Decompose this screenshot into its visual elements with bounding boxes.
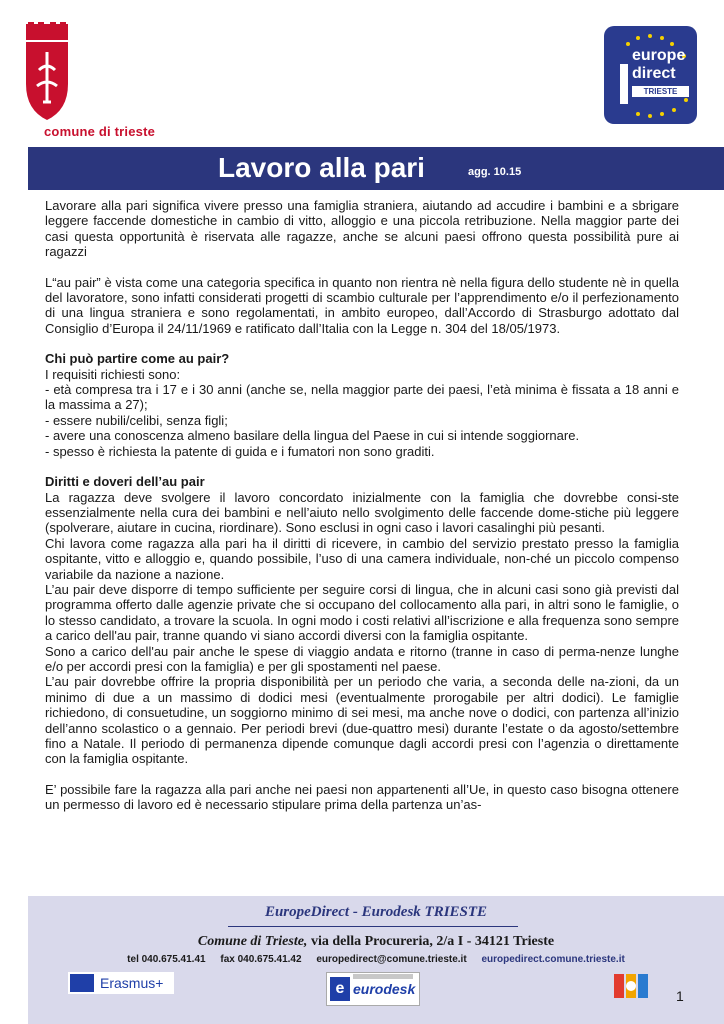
erasmus-plus-logo: [68, 972, 174, 994]
footer-fax: fax 040.675.41.42: [220, 954, 302, 965]
section-heading-rights-duties: Diritti e doveri dell’au pair: [45, 474, 205, 490]
eurodesk-e-icon: e: [330, 977, 350, 1001]
footer-website-link[interactable]: europedirect.comune.trieste.it: [481, 954, 625, 965]
footer-email-link[interactable]: europedirect@comune.trieste.it: [316, 954, 467, 965]
intro-paragraph-1: Lavorare alla pari significa vivere presso una famiglia straniera, aiutando ad accudire i bambini e a sbrigare leggere faccende domestiche in cambio di vitto, alloggio e una piccola retribuzione. Nella maggior parte dei casi questa opportunità è riservata alle ragazze, anche se alcuni paesi offrono questa possibilità pure ai ragazzi: [45, 198, 679, 260]
footer-tel: tel 040.675.41.41: [127, 954, 206, 965]
eu-flag-icon: [70, 974, 94, 992]
rights-paragraph: Chi lavora come ragazza alla pari ha il diritti di ricevere, in cambio del servizio prestato presso la famiglia ospitante, vitto e alloggio e, quando possibile, l’uso di una camera individuale, non-ché un piccolo compenso variabile da nazione a nazione.: [45, 535, 679, 582]
europe-direct-word-direct: direct: [632, 65, 676, 82]
footer: [28, 896, 724, 1024]
footer-address-street: via della Procureria, 2/a I - 34121 Trieste: [307, 934, 555, 949]
footer-address-comune: Comune di Trieste,: [197, 934, 308, 949]
europe-direct-i-mark: [620, 64, 628, 104]
eurodesk-top-band: [353, 974, 413, 979]
europe-direct-word-europe: europe: [632, 47, 686, 64]
requirements-intro: I requisiti richiesti sono:: [45, 366, 181, 382]
requirement-item: - età compresa tra i 17 e i 30 anni (anche se, nella maggior parte dei paesi, l’età minima è fissata a 18 anni e la massima a 27);: [45, 382, 679, 413]
requirement-item: - essere nubili/celibi, senza figli;: [45, 412, 228, 428]
footer-title: EuropeDirect - Eurodesk TRIESTE: [264, 904, 488, 920]
rights-paragraph: Sono a carico dell'au pair anche le spese di viaggio andata e ritorno (tranne in caso di perma-nenze lunghe e/o per accordi presi con la famiglia) e per gli spostamenti nel paese.: [45, 643, 679, 674]
erasmus-label: Erasmus+: [100, 975, 164, 991]
eurodesk-label: eurodesk: [353, 981, 416, 997]
title-bar: [28, 147, 724, 190]
rights-paragraph: L’au pair deve disporre di tempo sufficiente per seguire corsi di lingua, che in alcuni casi sono già previsti dal programma offerto dalle agenzie private che si occupano del collocamento alla pari, in altri sono le famiglie, o lo stesso candidato, a trovare la scuola. In ogni modo i costi relativi all’iscrizione e alla frequenza sono sempre a carico dell'au pair, tranne quando vi siano accordi diversi con la famiglia ospitante.: [45, 581, 679, 644]
eurodesk-logo: [326, 972, 420, 1006]
footer-address: [28, 934, 724, 950]
page-title: Lavoro alla pari: [218, 152, 425, 183]
intro-paragraph-2: L“au pair” è vista come una categoria specifica in quanto non rientra nè nella figura dello studente nè in quella del lavoratore, sono infatti considerati progetti di scambio culturale per l’apprendimento e/o il perfezionamento di una lingua straniera e sono regolamentati, in ambito europeo, dall’Accordo di Strasburgo adottato dal Consiglio d’Europa il 24/11/1969 e ratificato dall’Italia con la Legge n. 304 del 18/05/1973.: [45, 274, 679, 336]
rights-paragraph: La ragazza deve svolgere il lavoro concordato inizialmente con la famiglia che dovrebbe consi-ste essenzialmente nella cura dei bambini e nell’aiuto nello svolgimento delle faccende dome-stiche più leggere (spolverare, aiutare in cucina, riordinare). Sono esclusi in ogni caso i lavori casalinghi più pesanti.: [45, 489, 679, 536]
comune-di-trieste-label: comune di trieste: [44, 124, 156, 139]
footer-divider: [228, 926, 518, 927]
rights-paragraph: L’au pair dovrebbe offrire la propria disponibilità per un periodo che varia, a seconda delle na-zioni, da un minimo di due a un massimo di dodici mesi (eventualmente prorogabile per altri dodici). Le famiglie richiedono, di consuetudine, un soggiorno minimo di sei mesi, ma anche nove o dodici, con partenza all’inizio dell’anno scolastico o a gennaio. Per periodi brevi (due-quattro mesi) durante l’estate o da agosto/settembre fino a Natale. Il periodo di permanenza dipende comunque dagli accordi presi con l’agenzia o direttamente con la famiglia ospitante.: [45, 674, 679, 767]
europe-direct-logo: [604, 26, 697, 124]
partner-logo-icon: [612, 972, 652, 1000]
footer-contacts: [28, 954, 724, 965]
europe-direct-city: TRIESTE: [632, 86, 689, 97]
page-number: 1: [676, 988, 684, 1004]
closing-paragraph: E’ possibile fare la ragazza alla pari anche nei paesi non appartenenti all’Ue, in questo caso bisogna ottenere un permesso di lavoro ed è necessario stipulare prima della partenza un’as-: [45, 781, 679, 813]
update-date: agg. 10.15: [468, 166, 522, 178]
requirement-item: - spesso è richiesta la patente di guida e i fumatori non sono graditi.: [45, 443, 435, 459]
document-body: [45, 198, 679, 813]
section-heading-requirements: Chi può partire come au pair?: [45, 351, 230, 367]
comune-trieste-crest-logo: [22, 22, 72, 122]
requirement-item: - avere una conoscenza almeno basilare della lingua del Paese in cui si intende soggiornare.: [45, 428, 580, 444]
